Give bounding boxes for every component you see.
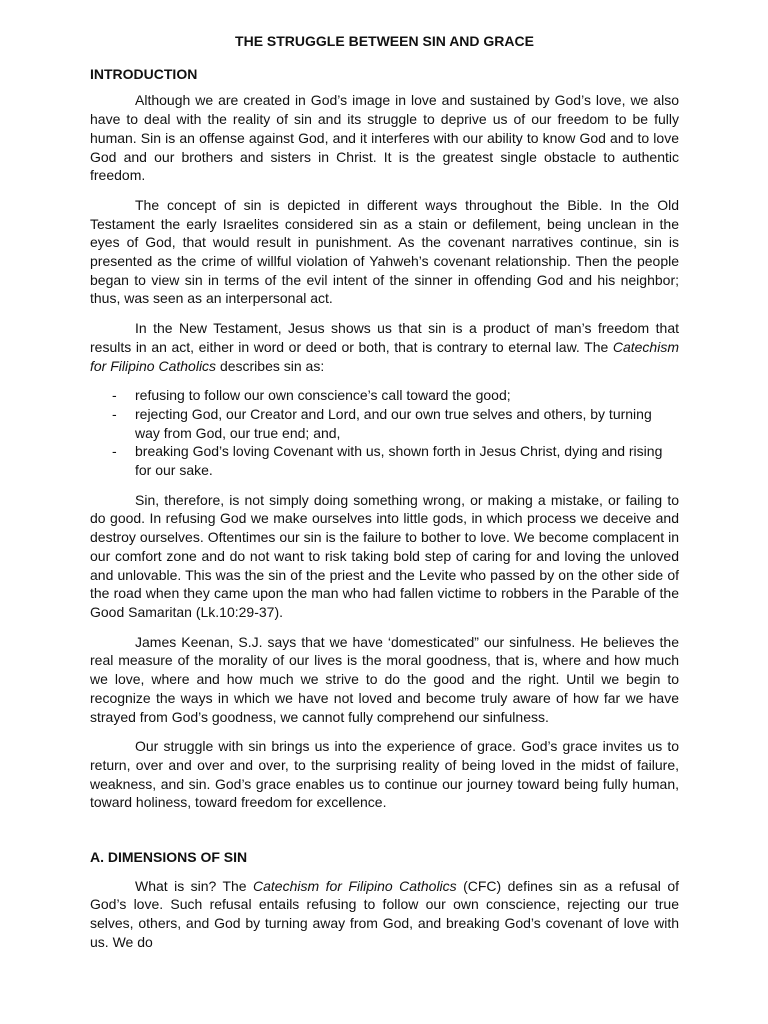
bullet-dash: - xyxy=(112,405,117,422)
intro-paragraph-4: Sin, therefore, is not simply doing something wrong, or making a mistake, or failing to do good. In refusing God we make ourselves into little gods, in which process we deceive and destroy ourselves. Oftentimes our sin is the failure to bother to love. We become complacent in our comfort zone and do not want to risk taking bold step of caring for and loving the unloved and unlovable. This was the sin of the priest and the Levite who passed by on the other side of the road when they came upon the man who had fallen victime to robbers in the Parable of the Good Samaritan (Lk.10:29-37). xyxy=(90,491,679,620)
catechism-title-italic: Catechism for Filipino Catholics xyxy=(253,877,457,894)
document-title: THE STRUGGLE BETWEEN SIN AND GRACE xyxy=(235,33,534,49)
bullet-dash: - xyxy=(112,443,117,460)
intro-paragraph-6: Our struggle with sin brings us into the experience of grace. God’s grace invites us to return, over and over and over, to the surprising reality of being loved in the midst of failure, weakness, and sin. God’s grace enables us to continue our journey toward being fully human, toward holiness, toward freedom for excellence. xyxy=(90,738,679,811)
intro-paragraph-2: The concept of sin is depicted in different ways throughout the Bible. In the Old Testament the early Israelites considered sin as a stain or defilement, being unclean in the eyes of God, that would result in punishment. As the covenant narratives continue, sin is presented as the crime of willful violation of Yahweh’s covenant relationship. Then the people began to view sin in terms of the evil intent of the sinner in offending God and his neighbor; thus, was seen as an interpersonal act. xyxy=(90,196,679,307)
list-item-text: rejecting God, our Creator and Lord, and our own true selves and others, by turning way from God, our true end; and, xyxy=(135,405,652,441)
intro-paragraph-3-text-a: In the New Testament, Jesus shows us that sin is a product of man’s freedom that results in an act, either in word or deed or both, that is contrary to eternal law. The xyxy=(90,320,679,355)
bullet-dash: - xyxy=(112,387,117,404)
dimensions-paragraph-1-text-a: What is sin? The xyxy=(135,877,254,894)
intro-paragraph-3-text-b: describes sin as: xyxy=(216,357,325,374)
list-item-text: refusing to follow our own conscience’s call toward the good; xyxy=(135,387,511,404)
dimensions-paragraph-1 xyxy=(90,877,679,952)
sin-definition-list xyxy=(90,386,679,480)
intro-paragraph-5: James Keenan, S.J. says that we have ‘domesticated” our sinfulness. He believes the real measure of the morality of our lives is the moral goodness, that is, where and how much we love, where and how much we strive to do the good and the right. Until we begin to recognize the ways in which we have not loved and become truly aware of how far we have strayed from God’s goodness, we cannot fully comprehend our sinfulness. xyxy=(90,633,679,725)
list-item-text: breaking God’s loving Covenant with us, shown forth in Jesus Christ, dying and rising for our sake. xyxy=(135,443,663,479)
list-item xyxy=(90,405,679,442)
list-item xyxy=(90,386,679,405)
intro-paragraph-3 xyxy=(90,319,679,375)
intro-paragraph-1: Although we are created in God’s image in love and sustained by God’s love, we also have to deal with the reality of sin and its struggle to deprive us of our freedom to be fully human. Sin is an offense against God, and it interferes with our ability to know God and to love God and our brothers and sisters in Christ. It is the greatest single obstacle to authentic freedom. xyxy=(90,92,679,184)
dimensions-paragraph-1-text-b: (CFC) defines sin as a refusal of God’s love. Such refusal entails refusing to follow our own conscience, rejecting our true selves, others, and God by turning away from God, and breaking God’s covenant of love with us. We do xyxy=(90,877,679,950)
dimensions-of-sin-heading: A. DIMENSIONS OF SIN xyxy=(90,849,248,866)
introduction-heading: INTRODUCTION xyxy=(90,65,198,82)
catechism-title-italic: Catechism for Filipino Catholics xyxy=(90,338,679,374)
list-item xyxy=(90,442,679,479)
